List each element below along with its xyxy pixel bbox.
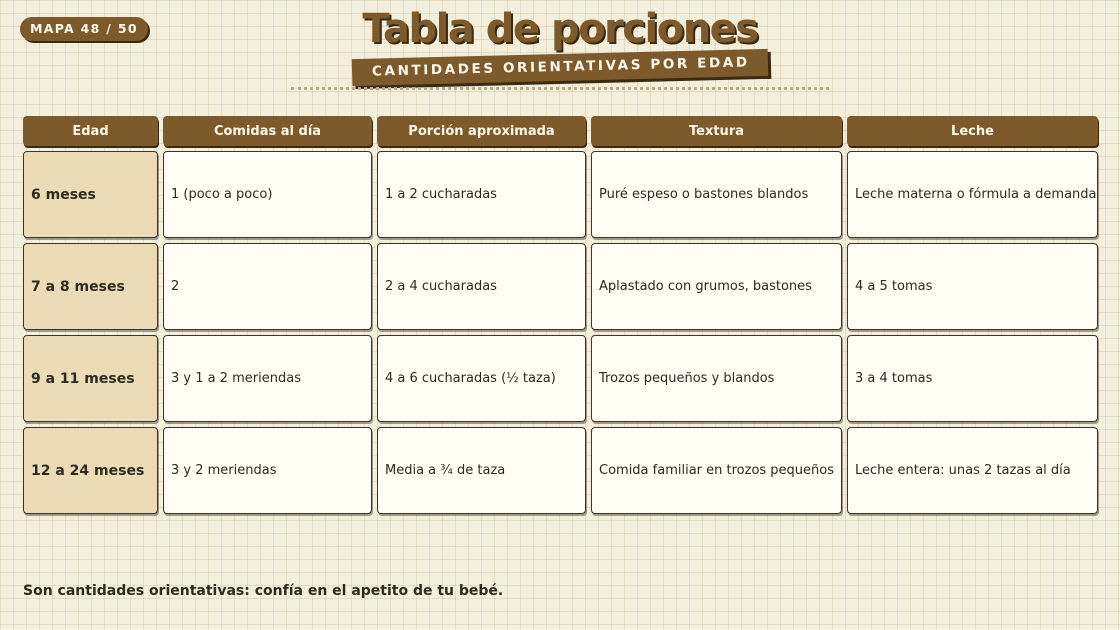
header-age: Edad [23,116,158,146]
row-texture-cell: Puré espeso o bastones blandos [591,151,842,238]
row-meals-cell: 3 y 2 meriendas [163,427,372,514]
header-milk: Leche [847,116,1098,146]
portion-table [23,116,1098,514]
page-subtitle: CANTIDADES ORIENTATIVAS POR EDAD [352,49,768,86]
row-meals-cell: 3 y 1 a 2 meriendas [163,335,372,422]
row-portion-cell: 1 a 2 cucharadas [377,151,586,238]
row-texture-cell: Comida familiar en trozos pequeños [591,427,842,514]
header-portion: Porción aproximada [377,116,586,146]
row-age-cell: 7 a 8 meses [23,243,158,330]
row-portion-cell: 2 a 4 cucharadas [377,243,586,330]
row-milk-cell: Leche materna o fórmula a demanda [847,151,1098,238]
row-meals-cell: 1 (poco a poco) [163,151,372,238]
page-badge: MAPA 48 / 50 [20,17,148,41]
header-texture: Textura [591,116,842,146]
row-texture-cell: Aplastado con grumos, bastones [591,243,842,330]
row-texture-cell: Trozos pequeños y blandos [591,335,842,422]
page-title: Tabla de porciones [362,6,758,52]
row-portion-cell: Media a ¾ de taza [377,427,586,514]
row-age-cell: 9 a 11 meses [23,335,158,422]
row-meals-cell: 2 [163,243,372,330]
row-milk-cell: 3 a 4 tomas [847,335,1098,422]
header-meals: Comidas al día [163,116,372,146]
subtitle-banner [0,54,1120,81]
footer-note: Son cantidades orientativas: confía en el apetito de tu bebé. [23,583,504,599]
row-portion-cell: 4 a 6 cucharadas (½ taza) [377,335,586,422]
dotted-divider [291,87,829,90]
row-milk-cell: 4 a 5 tomas [847,243,1098,330]
row-age-cell: 6 meses [23,151,158,238]
row-milk-cell: Leche entera: unas 2 tazas al día [847,427,1098,514]
row-age-cell: 12 a 24 meses [23,427,158,514]
